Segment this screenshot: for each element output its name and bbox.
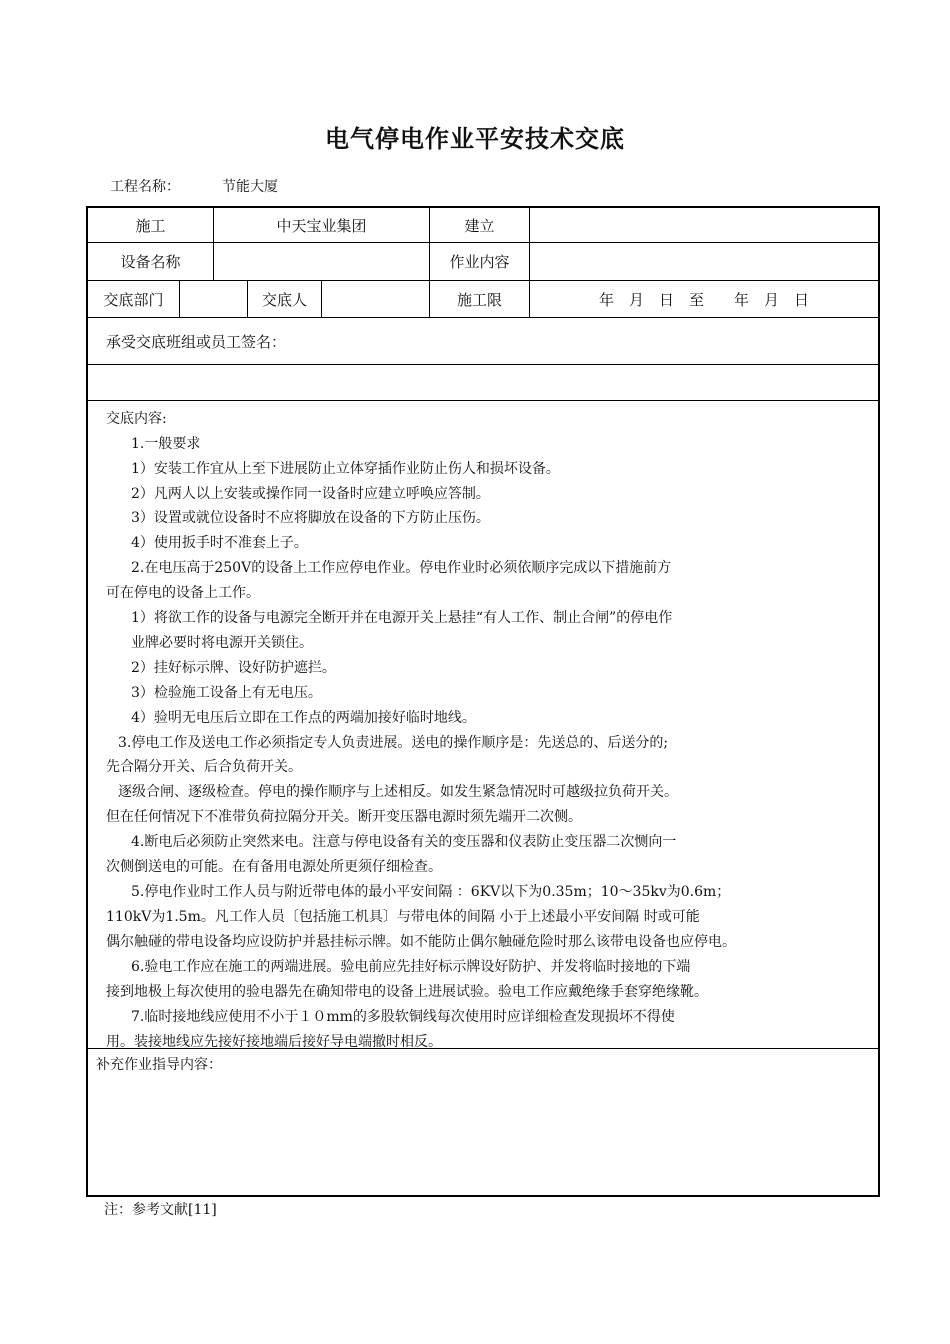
person-value xyxy=(322,281,429,317)
project-value: 节能大厦 xyxy=(222,179,278,195)
content-line: 偶尔触碰的带电设备均应设防护并悬挂标示牌。如不能防止偶尔触碰危险时那么该带电设备也应停电。 xyxy=(106,934,736,950)
content-line: 2）挂好标示牌、设好防护遮拦。 xyxy=(131,660,336,676)
content-line: 1）安装工作宜从上至下进展防止立体穿插作业防止伤人和损坏设备。 xyxy=(131,461,560,477)
equipment-value xyxy=(214,243,429,280)
content-line: 2.在电压高于250V的设备上工作应停电作业。停电作业时必须依顺序完成以下措施前方 xyxy=(131,560,672,576)
equipment-label: 设备名称 xyxy=(120,253,181,271)
person-label: 交底人 xyxy=(261,290,307,309)
document-title: 电气停电作业平安技术交底 xyxy=(325,125,625,153)
row-divider xyxy=(88,400,878,401)
content-line: 3.停电工作及送电工作必须指定专人负责进展。送电的操作顺序是：先送总的、后送分的; xyxy=(118,735,669,751)
content-line: 先合隔分开关、后合负荷开关。 xyxy=(106,759,302,775)
project-label: 工程名称： xyxy=(110,179,180,195)
dept-label: 交底部门 xyxy=(103,290,164,309)
construction-value: 中天宝业集团 xyxy=(276,216,367,235)
reference-note: 注：参考文献[11] xyxy=(104,1202,217,1218)
project-line xyxy=(110,176,278,196)
content-line: 用。装接地线应先接好接地端后接好导电端撤时相反。 xyxy=(106,1034,442,1050)
period-label: 施工限 xyxy=(456,290,502,309)
briefing-table xyxy=(86,206,880,1197)
content-line: 7.临时接地线应使用不小于１０mm的多股软铜线每次使用时应详细检查发现损坏不得使 xyxy=(131,1009,675,1025)
supplement-label: 补充作业指导内容： xyxy=(96,1057,222,1073)
content-line: 接到地极上每次使用的验电器先在确知带电的设备上进展试验。验电工作应戴绝缘手套穿绝缘靴。 xyxy=(106,984,708,1000)
content-line: 业牌必要时将电源开关锁住。 xyxy=(131,635,313,651)
content-line: 4.断电后必须防止突然来电。注意与停电设备有关的变压器和仪表防止变压器二次恻向一 xyxy=(131,834,677,850)
content-line: 逐级合闸、逐级检查。停电的操作顺序与上述相反。如发生紧急情况时可越级拉负荷开关。 xyxy=(118,784,678,800)
content-line: 4）使用扳手时不准套上子。 xyxy=(131,535,308,551)
construction-label: 施工 xyxy=(135,216,166,235)
content-line: 6.验电工作应在施工的两端进展。验电前应先挂好标示牌设好防护、并发将临时接地的下端 xyxy=(131,959,691,975)
content-line: 5.停电作业时工作人员与附近带电体的最小平安间隔 ：6KV以下为0.35m；10～35kv为0.6m； xyxy=(131,884,731,900)
content-line: 3）检验施工设备上有无电压。 xyxy=(131,685,322,701)
period-value: 年 月 日 至 年 月 日 xyxy=(598,290,809,309)
content-heading: 交底内容: xyxy=(106,411,167,427)
row-divider xyxy=(88,364,878,365)
content-line: 次侧倒送电的可能。在有备用电源处所更须仔细检查。 xyxy=(106,859,442,875)
content-line: 但在任何情况下不准带负荷拉隔分开关。断开变压器电源时须先端开二次侧。 xyxy=(106,809,582,825)
content-line: 110kV为1.5m。凡工作人员〔包括施工机具〕与带电体的间隔 小于上述最小平安间隔 时或可能 xyxy=(106,909,700,925)
establish-value xyxy=(530,208,878,242)
content-line: 2）凡两人以上安装或操作同一设备时应建立呼唤应答制。 xyxy=(131,486,490,502)
content-line: 4）验明无电压后立即在工作点的两端加接好临时地线。 xyxy=(131,710,476,726)
dept-value xyxy=(180,281,247,317)
content-line: 1）将欲工作的设备与电源完全断开并在电源开关上悬挂“有人工作、制止合闸”的停电作 xyxy=(131,610,673,626)
content-line: 3）设置或就位设备时不应将脚放在设备的下方防止压伤。 xyxy=(131,510,490,526)
content-line: 1.一般要求 xyxy=(131,436,201,452)
work-content-value xyxy=(530,243,878,280)
establish-label: 建立 xyxy=(464,216,495,235)
signature-label: 承受交底班组或员工签名： xyxy=(106,332,287,351)
work-content-label: 作业内容 xyxy=(449,253,510,271)
content-line: 可在停电的设备上工作。 xyxy=(106,585,260,601)
